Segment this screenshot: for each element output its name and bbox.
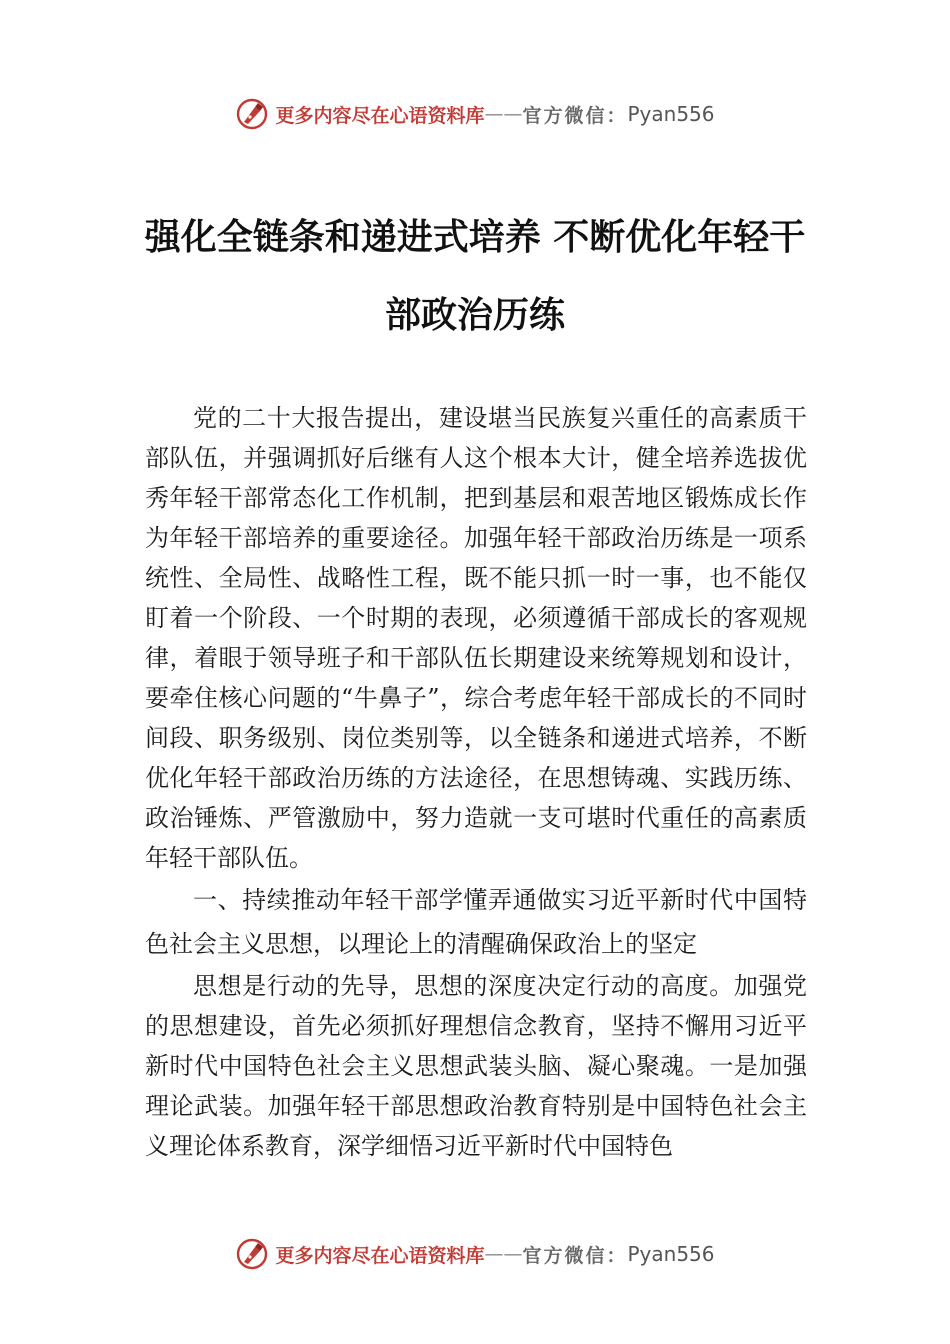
fountain-pen-circle-icon — [235, 97, 269, 131]
body-paragraph-intro: 党的二十大报告提出，建设堪当民族复兴重任的高素质干部队伍，并强调抓好后继有人这个根本大计，健全培养选拔优秀年轻干部常态化工作机制，把到基层和艰苦地区锻炼成长作为年轻干部培养的重要途径。加强年轻干部政治历练是一项系统性、全局性、战略性工程，既不能只抓一时一事，也不能仅盯着一个阶段、一个时期的表现，必须遵循干部成长的客观规律，着眼于领导班子和干部队伍长期建设来统筹规划和设计，要牵住核心问题的“牛鼻子”，综合考虑年轻干部成长的不同时间段、职务级别、岗位类别等，以全链条和递进式培养，不断优化年轻干部政治历练的方法途径，在思想铸魂、实践历练、政治锤炼、严管激励中，努力造就一支可堪时代重任的高素质年轻干部队伍。 — [145, 404, 807, 872]
section-heading-1: 一、持续推动年轻干部学懂弄通做实习近平新时代中国特色社会主义思想，以理论上的清醒确保政治上的坚定 — [145, 886, 807, 958]
title-line-1: 强化全链条和递进式培养 不断优化年轻干 — [144, 216, 806, 258]
watermark-wechat-id: Pyan556 — [627, 102, 715, 126]
watermark-brand: 更多内容尽在心语资料库 — [275, 104, 485, 127]
watermark-text — [275, 1241, 714, 1268]
watermark-brand: 更多内容尽在心语资料库 — [275, 1244, 485, 1267]
watermark-wechat-id: Pyan556 — [627, 1242, 715, 1266]
header-watermark — [0, 94, 950, 134]
title-line-2: 部政治历练 — [384, 294, 565, 336]
document-body — [145, 398, 807, 1166]
fountain-pen-circle-icon — [235, 1237, 269, 1271]
watermark-label: 官方微信： — [522, 1244, 628, 1267]
watermark-separator: —— — [484, 103, 523, 125]
watermark-text — [275, 101, 714, 128]
footer-watermark — [0, 1234, 950, 1274]
document-title — [120, 198, 830, 354]
watermark-separator: —— — [484, 1243, 523, 1265]
body-paragraph-section-1: 思想是行动的先导，思想的深度决定行动的高度。加强党的思想建设，首先必须抓好理想信念教育，坚持不懈用习近平新时代中国特色社会主义思想武装头脑、凝心聚魂。一是加强理论武装。加强年轻干部思想政治教育特别是中国特色社会主义理论体系教育，深学细悟习近平新时代中国特色 — [145, 972, 807, 1160]
watermark-label: 官方微信： — [522, 104, 628, 127]
